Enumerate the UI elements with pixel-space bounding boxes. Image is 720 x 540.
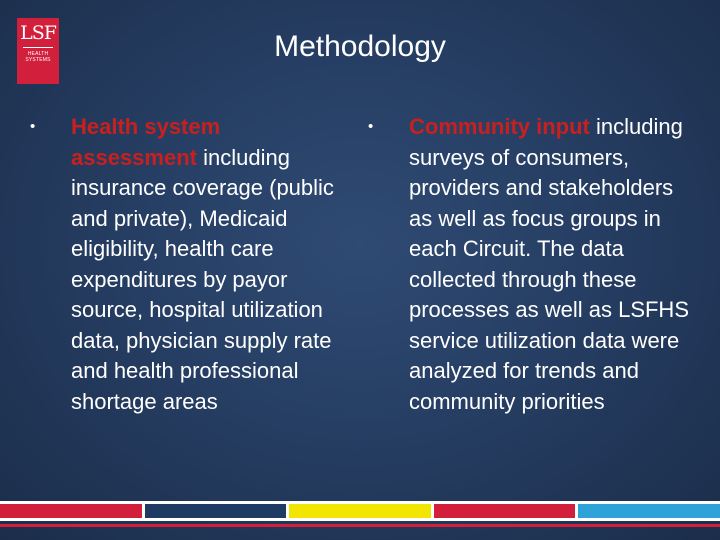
- bullet-text-community-input: including surveys of consumers, providers and stakeholders as well as focus groups in each Circuit. The data collected through these processes as well as LSFHS service utilization data were analyzed for trends and community priorities: [409, 114, 689, 414]
- highlight-community-input: Community input: [409, 114, 590, 139]
- bottom-color-bar: [0, 501, 720, 521]
- slide-title: Methodology: [274, 30, 446, 63]
- bullet-text-health-system-assessment: including insurance coverage (public and private), Medicaid eligibility, health care expenditures by payor source, hospital utilization data, physician supply rate and health professional shortage areas: [71, 144, 334, 414]
- color-bar-segment: [0, 504, 142, 518]
- logo-subtitle-line1: HEALTH: [27, 51, 49, 57]
- color-bar-segment: [578, 504, 720, 518]
- highlight-health-system-assessment: Health system assessment: [71, 114, 221, 170]
- right-column: [368, 112, 690, 417]
- bullet-community-input: [368, 112, 690, 417]
- color-bar-segment: [145, 504, 287, 518]
- bullet-health-system-assessment: [30, 112, 346, 417]
- logo-subtitle-line2: SYSTEMS: [25, 57, 51, 63]
- bullet-marker: •: [368, 118, 374, 135]
- bottom-accent-line: [0, 524, 720, 527]
- bullet-marker: •: [30, 118, 36, 135]
- left-column: [30, 112, 346, 417]
- color-bar-segment: [434, 504, 576, 518]
- color-bar-segment: [289, 504, 431, 518]
- logo-letters: LSF: [20, 22, 56, 44]
